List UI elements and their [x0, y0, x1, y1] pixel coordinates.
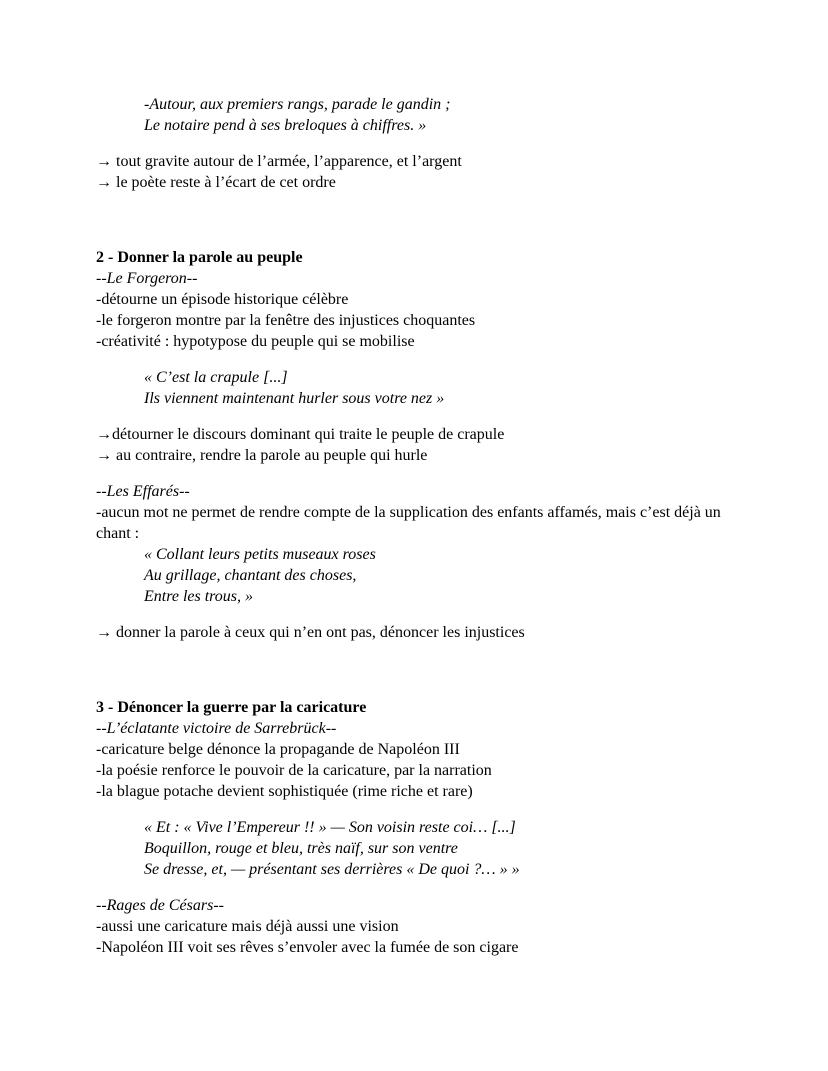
arrow-conclusion-line: →détourner le discours dominant qui traite le peuple de crapule	[96, 426, 505, 443]
text-block	[96, 151, 758, 193]
quote-line: Le notaire pend à ses breloques à chiffres. »	[144, 117, 427, 134]
quote-line: Boquillon, rouge et bleu, très naïf, sur son ventre	[144, 840, 458, 857]
text-block	[96, 697, 758, 802]
quote-line: Au grillage, chantant des choses,	[144, 567, 357, 584]
text-line: -aussi une caricature mais déjà aussi une vision	[96, 918, 399, 935]
text-line: -aucun mot ne permet de rendre compte de la supplication des enfants affamés, mais c’est déjà un	[96, 504, 721, 521]
text-line: --Les Effarés--	[96, 483, 190, 500]
text-line: -détourne un épisode historique célèbre	[96, 291, 349, 308]
text-line: -créativité : hypotypose du peuple qui se mobilise	[96, 333, 415, 350]
section-heading: 3 - Dénoncer la guerre par la caricature	[96, 699, 367, 716]
text-line: --Le Forgeron--	[96, 270, 198, 287]
text-block	[96, 622, 758, 643]
text-block	[96, 247, 758, 352]
text-block	[96, 424, 758, 466]
arrow-conclusion-line: → le poète reste à l’écart de cet ordre	[96, 174, 336, 191]
document-blocks	[96, 94, 758, 958]
quote-block	[144, 94, 758, 136]
arrow-conclusion-line: → donner la parole à ceux qui n’en ont pas, dénoncer les injustices	[96, 624, 525, 641]
text-block	[96, 481, 758, 544]
quote-line: Entre les trous, »	[144, 588, 254, 605]
quote-line: -Autour, aux premiers rangs, parade le gandin ;	[144, 96, 451, 113]
section-heading: 2 - Donner la parole au peuple	[96, 249, 303, 266]
quote-line: Se dresse, et, — présentant ses derrières « De quoi ?… » »	[144, 861, 520, 878]
text-line: -la blague potache devient sophistiquée (rime riche et rare)	[96, 783, 473, 800]
text-line: -caricature belge dénonce la propagande de Napoléon III	[96, 741, 460, 758]
quote-block	[144, 544, 758, 607]
quote-line: « Collant leurs petits museaux roses	[144, 546, 376, 563]
quote-line: Ils viennent maintenant hurler sous votre nez »	[144, 390, 445, 407]
quote-block	[144, 367, 758, 409]
arrow-conclusion-line: → tout gravite autour de l’armée, l’apparence, et l’argent	[96, 153, 462, 170]
text-line: --L’éclatante victoire de Sarrebrück--	[96, 720, 337, 737]
text-line: -la poésie renforce le pouvoir de la caricature, par la narration	[96, 762, 492, 779]
text-line: chant :	[96, 525, 140, 542]
text-line: -le forgeron montre par la fenêtre des injustices choquantes	[96, 312, 476, 329]
text-block	[96, 895, 758, 958]
quote-line: « C’est la crapule [...]	[144, 369, 288, 386]
arrow-conclusion-line: → au contraire, rendre la parole au peuple qui hurle	[96, 447, 428, 464]
text-line: --Rages de Césars--	[96, 897, 224, 914]
text-line: -Napoléon III voit ses rêves s’envoler avec la fumée de son cigare	[96, 939, 519, 956]
quote-block	[144, 817, 758, 880]
quote-line: « Et : « Vive l’Empereur !! » — Son voisin reste coi… [...]	[144, 819, 516, 836]
